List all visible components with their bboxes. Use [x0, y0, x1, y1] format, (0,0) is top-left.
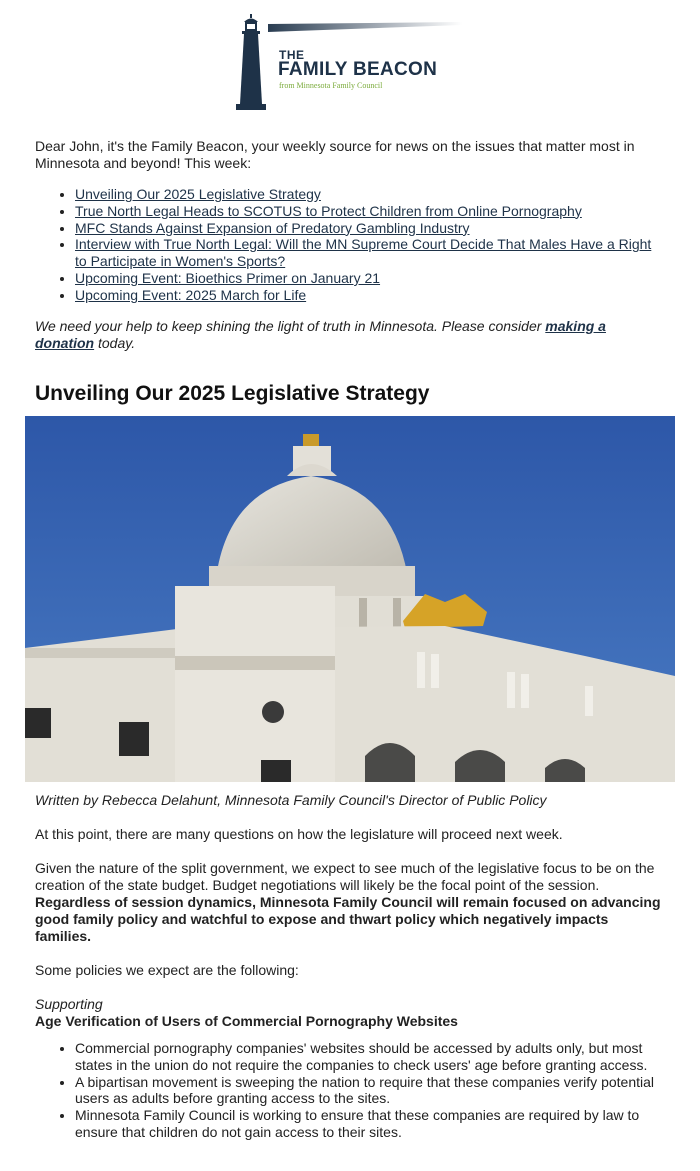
toc-link-bioethics-event[interactable]: Upcoming Event: Bioethics Primer on January 21: [75, 269, 381, 286]
toc-item: [75, 186, 665, 203]
article-paragraph-text: Given the nature of the split government, we expect to see much of the legislative focus to be on the creation of the state budget. Budget negotiations will likely be the focal point of the session.: [35, 860, 655, 893]
list-item: • A bipartisan movement is sweeping the nation to require that these companies verify potential users as adults before granting access to the sites.: [75, 1074, 665, 1108]
toc-link-scotus[interactable]: True North Legal Heads to SCOTUS to Protect Children from Online Pornography: [75, 202, 582, 219]
brand-subtitle: from Minnesota Family Council: [279, 81, 383, 90]
toc-item: [75, 220, 665, 237]
article-paragraph: [35, 860, 665, 945]
article-paragraph: Some policies we expect are the following:: [35, 962, 299, 978]
toc-item: [75, 203, 665, 220]
donation-link[interactable]: making a donation: [35, 317, 606, 351]
article-title: Unveiling Our 2025 Legislative Strategy: [35, 382, 430, 405]
toc-item: [75, 236, 665, 270]
policy-heading: Age Verification of Users of Commercial Pornography Websites: [35, 1013, 458, 1029]
capitol-building-image: [25, 416, 675, 782]
toc-item: [75, 287, 665, 304]
toc-link-march-for-life[interactable]: Upcoming Event: 2025 March for Life: [75, 286, 307, 303]
toc-link-gambling[interactable]: MFC Stands Against Expansion of Predatory Gambling Industry: [75, 219, 470, 236]
toc-link-legislative-strategy[interactable]: Unveiling Our 2025 Legislative Strategy: [75, 186, 321, 202]
appeal-text-after: today.: [94, 334, 136, 351]
toc-link-interview[interactable]: Interview with True North Legal: Will the MN Supreme Court Decide That Males Have a Right to Participate in Women's Sports?: [75, 236, 652, 270]
list-item: • Minnesota Family Council is working to ensure that these companies are required by law to ensure that children do not gain access to their sites.: [75, 1107, 665, 1141]
article-body: [35, 792, 665, 1141]
policy-points: [35, 1040, 665, 1141]
article-byline: Written by Rebecca Delahunt, Minnesota Family Council's Director of Public Policy: [35, 792, 547, 808]
article-paragraph: At this point, there are many questions on how the legislature will proceed next week.: [35, 826, 563, 842]
appeal-text-before: We need your help to keep shining the light of truth in Minnesota. Please consider: [35, 317, 546, 334]
newsletter-header: [0, 0, 700, 125]
brand-name: FAMILY BEACON: [278, 59, 438, 80]
policy-supporting-label: Supporting: [35, 996, 103, 1012]
table-of-contents: [35, 186, 665, 304]
toc-item: [75, 270, 665, 287]
donation-appeal: [35, 318, 665, 352]
intro-section: [35, 138, 665, 352]
intro-text: Dear John, it's the Family Beacon, your weekly source for news on the issues that matter most in Minnesota and beyond! This week:: [35, 138, 635, 171]
list-item: • Commercial pornography companies' websites should be accessed by adults only, but most states in the union do not require the companies to check users' age before granting access.: [75, 1040, 665, 1074]
article-bold-statement: Regardless of session dynamics, Minnesota Family Council will remain focused on advancing good family policy and watchful to expose and thwart policy which negatively impacts families.: [35, 894, 661, 944]
brand-the: THE: [279, 48, 305, 62]
